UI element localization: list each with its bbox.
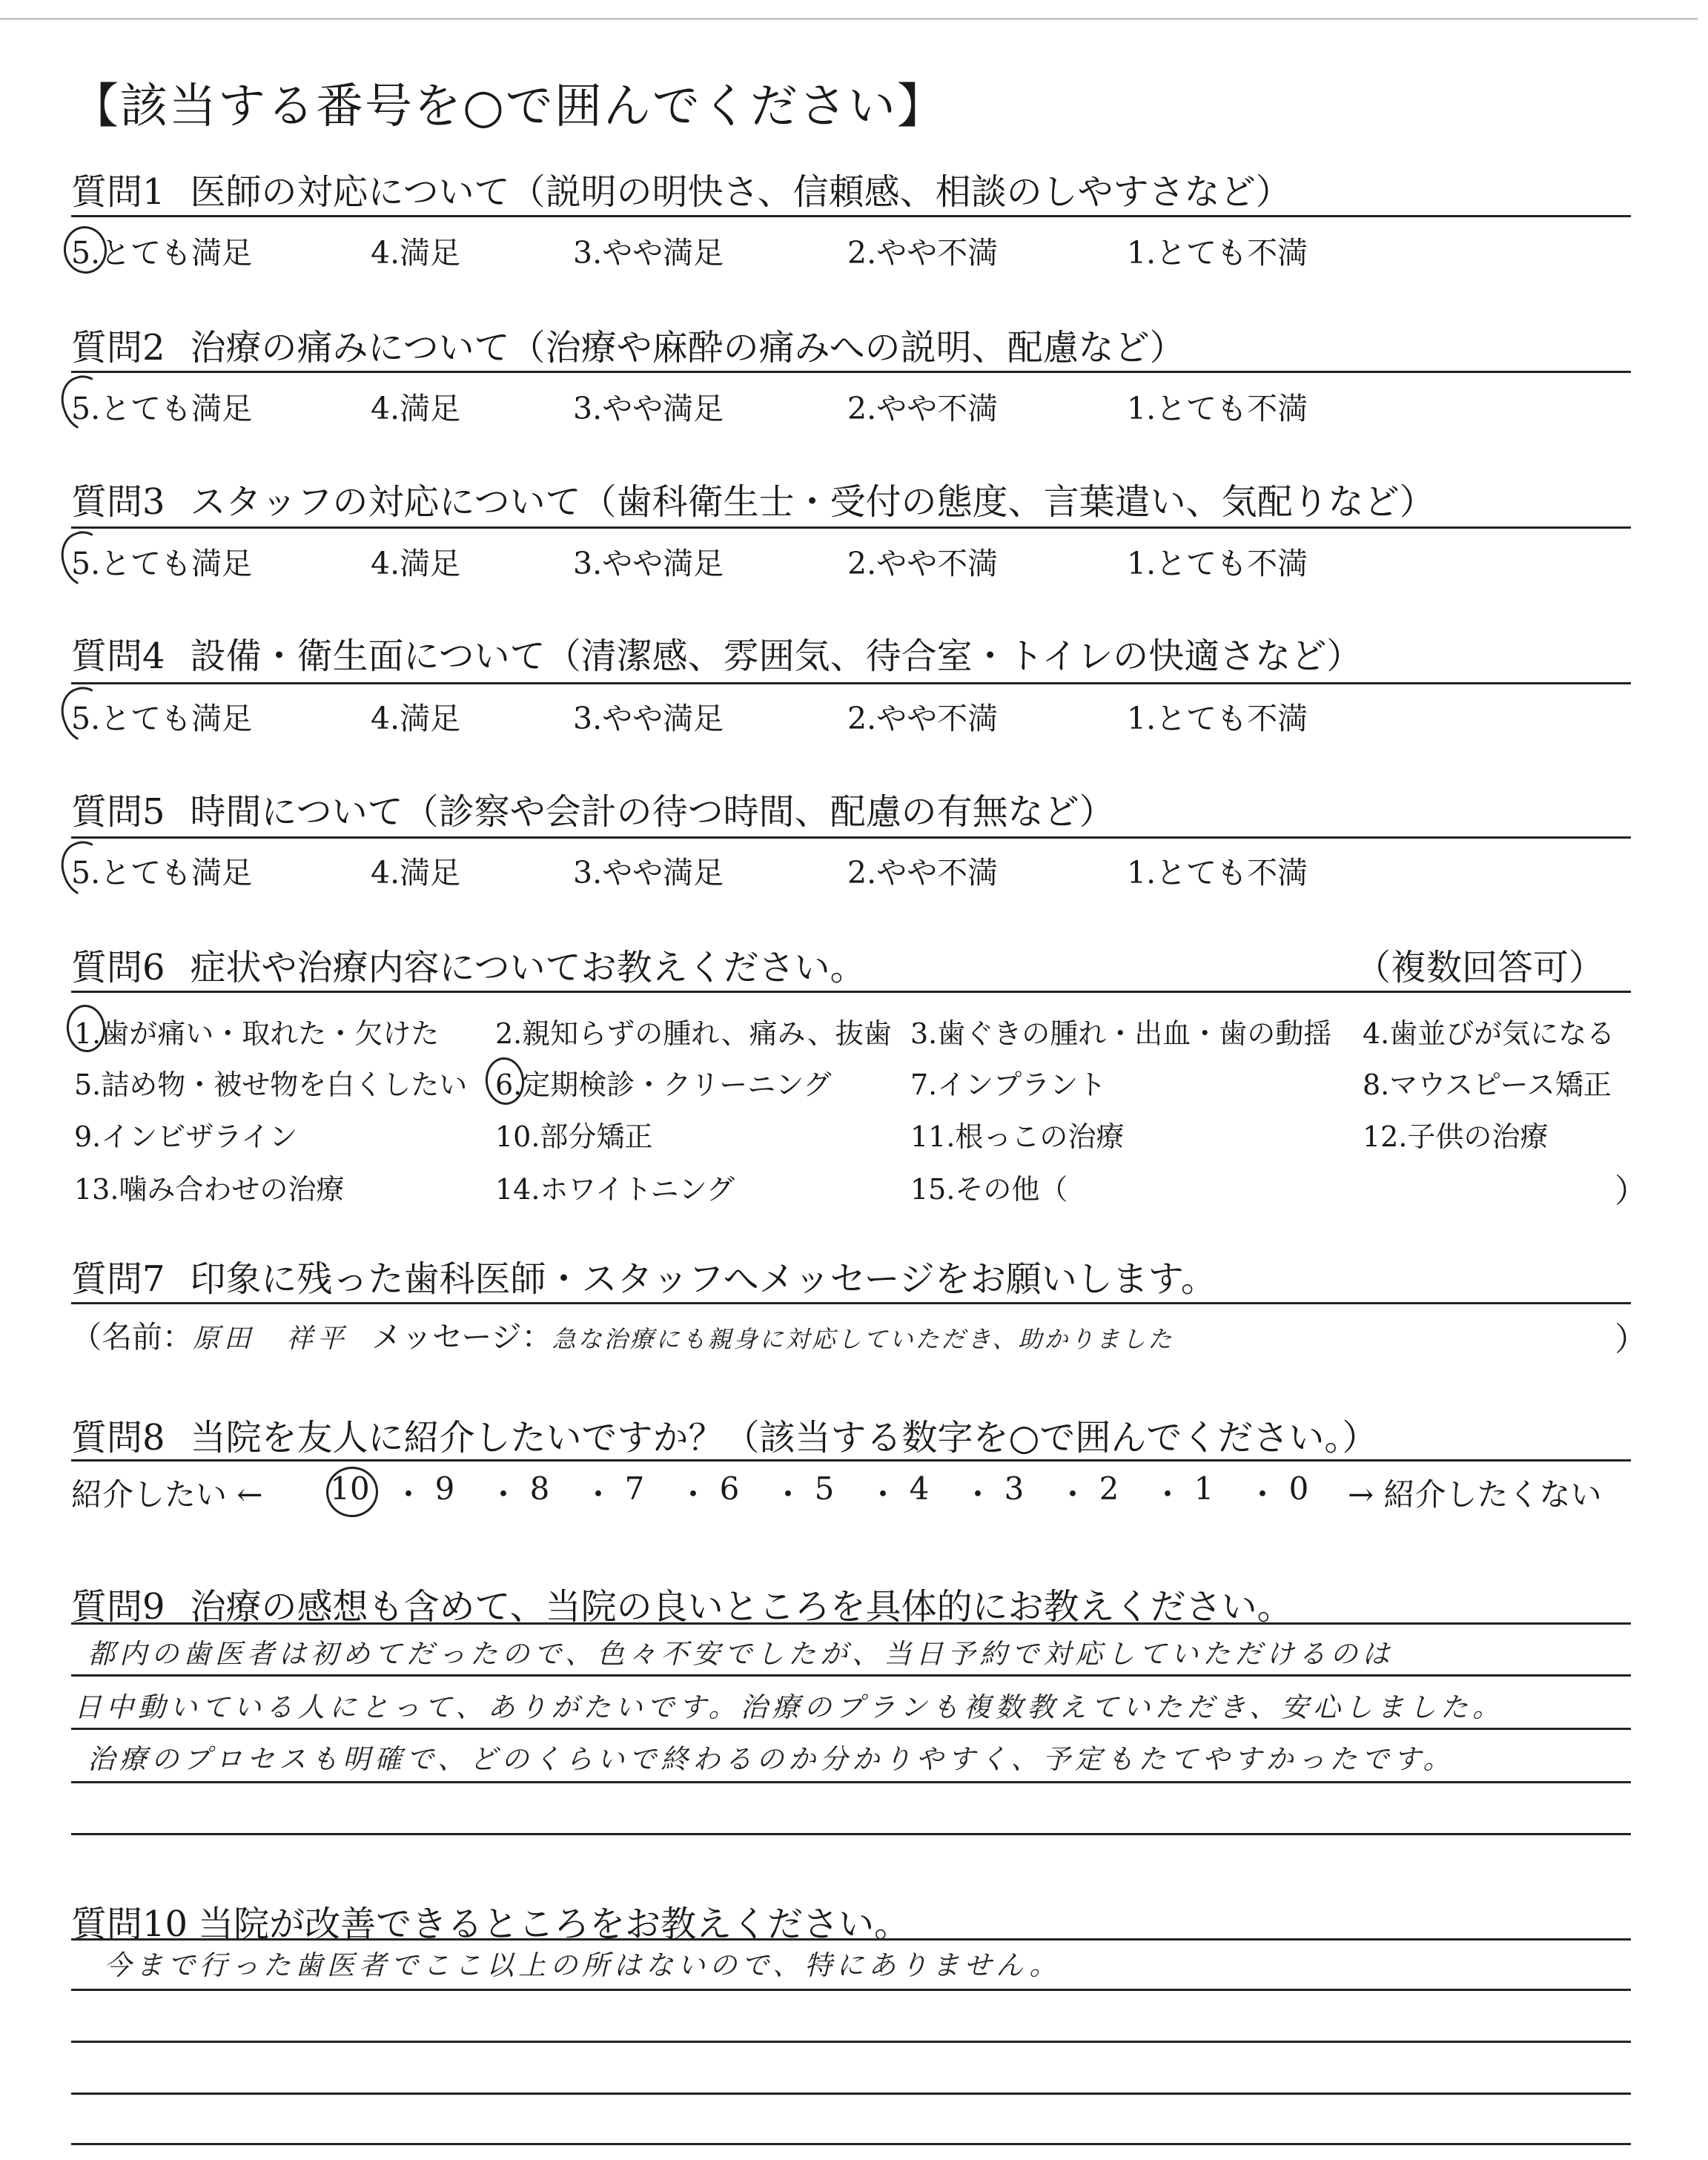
q6-number: 質問6 xyxy=(71,947,165,988)
q7-text: 印象に残った歯科医師・スタッフへメッセージをお願いします。 xyxy=(190,1258,1217,1300)
q8-scale-separator: ・ xyxy=(962,1476,994,1513)
q3-option-1[interactable]: 1.とても不満 xyxy=(1127,546,1308,581)
q7-message-label: メッセージ： xyxy=(371,1319,552,1355)
q8-scale-0[interactable]: 0 xyxy=(1288,1470,1309,1507)
q1-text: 医師の対応について（説明の明快さ、信頼感、相談のしやすさなど） xyxy=(190,171,1291,213)
q4-option-5[interactable]: 5.とても満足 xyxy=(71,701,253,736)
q9-heading xyxy=(71,1578,1293,1629)
q2-option-1[interactable]: 1.とても不満 xyxy=(1127,391,1308,426)
q5-option-2[interactable]: 2.やや不満 xyxy=(847,855,999,891)
q5-rule xyxy=(71,836,1631,839)
q9-text: 治療の感想も含めて、当院の良いところを具体的にお教えください。 xyxy=(190,1586,1293,1628)
q7-name-handwritten: 原田 祥平 xyxy=(193,1324,349,1354)
q2-option-3[interactable]: 3.やや満足 xyxy=(573,391,724,426)
q6-option-7[interactable]: 7.インプラント xyxy=(910,1069,1107,1101)
q1-option-3[interactable]: 3.やや満足 xyxy=(573,235,724,271)
q8-scale-1[interactable]: 1 xyxy=(1194,1470,1214,1507)
q2-rule xyxy=(71,371,1631,373)
q6-rule xyxy=(71,991,1631,993)
q8-scale xyxy=(302,1470,1346,1513)
q10-number: 質問10 xyxy=(71,1903,188,1945)
q10-rule-4 xyxy=(71,2093,1631,2095)
q9-rule-3 xyxy=(71,1728,1631,1730)
q8-right-label: → 紹介したくない xyxy=(1348,1476,1602,1513)
q9-rule-5 xyxy=(71,1833,1631,1835)
q3-text: スタッフの対応について（歯科衛生士・受付の態度、言葉遣い、気配りなど） xyxy=(190,481,1435,523)
q6-other-close-paren: ） xyxy=(1615,1172,1647,1210)
q7-close-paren: ） xyxy=(1615,1321,1647,1358)
q1-option-1[interactable]: 1.とても不満 xyxy=(1127,235,1308,271)
q6-option-9[interactable]: 9.インビザライン xyxy=(74,1120,298,1153)
q1-option-4[interactable]: 4.満足 xyxy=(371,235,461,271)
q4-option-2[interactable]: 2.やや不満 xyxy=(847,701,999,736)
q8-heading xyxy=(71,1409,1377,1460)
q3-option-5[interactable]: 5.とても満足 xyxy=(71,546,253,581)
q6-heading xyxy=(71,939,866,990)
q3-option-3[interactable]: 3.やや満足 xyxy=(573,546,724,581)
q8-scale-separator: ・ xyxy=(1152,1476,1184,1513)
q2-option-4[interactable]: 4.満足 xyxy=(371,391,461,426)
q9-rule-2 xyxy=(71,1674,1631,1677)
q8-scale-8[interactable]: 8 xyxy=(529,1470,550,1507)
q5-text: 時間について（診察や会計の待つ時間、配慮の有無など） xyxy=(190,791,1115,833)
q2-option-5[interactable]: 5.とても満足 xyxy=(71,391,253,426)
q6-option-12[interactable]: 12.子供の治療 xyxy=(1363,1120,1549,1153)
q7-heading xyxy=(71,1250,1217,1301)
q8-scale-separator: ・ xyxy=(678,1476,709,1513)
q10-rule-2 xyxy=(71,1989,1631,1991)
q9-answer-line-2: 日中動いている人にとって、ありがたいです。治療のプランも複数教えていただき、安心しました。 xyxy=(74,1691,1505,1723)
q1-heading xyxy=(71,163,1291,214)
q6-option-15[interactable]: 15.その他（ xyxy=(910,1173,1068,1206)
q6-option-6[interactable]: 6.定期検診・クリーニング xyxy=(495,1069,832,1101)
q6-option-3[interactable]: 3.歯ぐきの腫れ・出血・歯の動揺 xyxy=(910,1017,1332,1050)
q2-text: 治療の痛みについて（治療や麻酔の痛みへの説明、配慮など） xyxy=(190,327,1185,369)
q8-scale-2[interactable]: 2 xyxy=(1099,1470,1119,1507)
q6-option-11[interactable]: 11.根っこの治療 xyxy=(910,1120,1125,1153)
q4-heading xyxy=(71,627,1362,678)
top-border xyxy=(0,18,1698,20)
q6-option-5[interactable]: 5.詰め物・被せ物を白くしたい xyxy=(74,1069,468,1101)
q10-rule-3 xyxy=(71,2041,1631,2043)
q1-rule xyxy=(71,215,1631,217)
q8-scale-10[interactable]: 10 xyxy=(330,1470,370,1507)
q8-scale-separator: ・ xyxy=(867,1476,899,1513)
q4-text: 設備・衛生面について（清潔感、雰囲気、待合室・トイレの快適さなど） xyxy=(190,635,1363,677)
q5-option-1[interactable]: 1.とても不満 xyxy=(1127,855,1308,891)
q9-answer-line-1: 都内の歯医者は初めてだったので、色々不安でしたが、当日予約で対応していただけるのは xyxy=(87,1638,1394,1670)
q8-scale-3[interactable]: 3 xyxy=(1004,1470,1025,1507)
q8-scale-6[interactable]: 6 xyxy=(719,1470,740,1507)
q9-rule-4 xyxy=(71,1781,1631,1783)
q7-rule xyxy=(71,1302,1631,1304)
q8-scale-separator: ・ xyxy=(583,1476,615,1513)
q8-scale-7[interactable]: 7 xyxy=(624,1470,645,1507)
q2-heading xyxy=(71,319,1185,370)
q3-option-4[interactable]: 4.満足 xyxy=(371,546,461,581)
q8-scale-4[interactable]: 4 xyxy=(909,1470,930,1507)
page-title: 【該当する番号を○で囲んでください】 xyxy=(71,79,946,134)
q8-scale-separator: ・ xyxy=(393,1476,425,1513)
q8-scale-separator: ・ xyxy=(1247,1476,1279,1513)
q6-multiple-answers-note: （複数回答可） xyxy=(1354,947,1604,988)
q4-rule xyxy=(71,682,1631,684)
q8-scale-5[interactable]: 5 xyxy=(814,1470,835,1507)
q9-rule-1 xyxy=(71,1622,1631,1625)
q10-rule-5 xyxy=(71,2143,1631,2145)
q8-scale-separator: ・ xyxy=(1057,1476,1089,1513)
q5-heading xyxy=(71,783,1115,834)
q3-number: 質問3 xyxy=(71,481,165,523)
q8-left-label: 紹介したい ← xyxy=(71,1476,263,1513)
q9-number: 質問9 xyxy=(71,1586,165,1628)
q2-option-2[interactable]: 2.やや不満 xyxy=(847,391,999,426)
q5-option-3[interactable]: 3.やや満足 xyxy=(573,855,724,891)
q10-rule-1 xyxy=(71,1938,1631,1941)
q6-option-1[interactable]: 1.歯が痛い・取れた・欠けた xyxy=(74,1017,440,1050)
q3-heading xyxy=(71,473,1435,524)
q4-option-1[interactable]: 1.とても不満 xyxy=(1127,701,1308,736)
q4-option-3[interactable]: 3.やや満足 xyxy=(573,701,724,736)
q9-answer-line-3: 治療のプロセスも明確で、どのくらいで終わるのか分かりやすく、予定もたてやすかったです。 xyxy=(87,1743,1455,1775)
q1-number: 質問1 xyxy=(71,171,165,213)
q6-option-10[interactable]: 10.部分矯正 xyxy=(495,1120,653,1153)
q6-option-14[interactable]: 14.ホワイトニング xyxy=(495,1173,735,1206)
q7-message-handwritten: 急な治療にも親身に対応していただき、助かりました xyxy=(552,1325,1174,1353)
q5-number: 質問5 xyxy=(71,791,165,833)
q6-text: 症状や治療内容についてお教えください。 xyxy=(190,947,866,988)
q10-answer-line-1: 今まで行った歯医者でここ以上の所はないので、特にありません。 xyxy=(104,1949,1062,1981)
q8-rule xyxy=(71,1459,1631,1462)
q8-number: 質問8 xyxy=(71,1417,165,1459)
q5-option-4[interactable]: 4.満足 xyxy=(371,855,461,891)
q4-option-4[interactable]: 4.満足 xyxy=(371,701,461,736)
q3-option-2[interactable]: 2.やや不満 xyxy=(847,546,999,581)
q1-option-5[interactable]: 5.とても満足 xyxy=(71,235,253,271)
q8-text: 当院を友人に紹介したいですか？（該当する数字を○で囲んでください。） xyxy=(190,1417,1378,1459)
q3-rule xyxy=(71,526,1631,529)
q2-number: 質問2 xyxy=(71,327,165,369)
q4-number: 質問4 xyxy=(71,635,165,677)
q7-name-label: （名前： xyxy=(71,1319,193,1355)
q7-message-line xyxy=(71,1312,1174,1356)
q8-scale-separator: ・ xyxy=(488,1476,520,1513)
q8-scale-separator: ・ xyxy=(772,1476,804,1513)
q5-option-5[interactable]: 5.とても満足 xyxy=(71,855,253,891)
q6-option-2[interactable]: 2.親知らずの腫れ、痛み、抜歯 xyxy=(495,1017,892,1050)
q6-option-8[interactable]: 8.マウスピース矯正 xyxy=(1363,1069,1612,1101)
q6-option-13[interactable]: 13.噛み合わせの治療 xyxy=(74,1173,345,1206)
q10-text: 当院が改善できるところをお教えください。 xyxy=(198,1903,910,1945)
q6-option-4[interactable]: 4.歯並びが気になる xyxy=(1363,1017,1615,1050)
q8-scale-9[interactable]: 9 xyxy=(434,1470,455,1507)
q1-option-2[interactable]: 2.やや不満 xyxy=(847,235,999,271)
q7-number: 質問7 xyxy=(71,1258,165,1300)
